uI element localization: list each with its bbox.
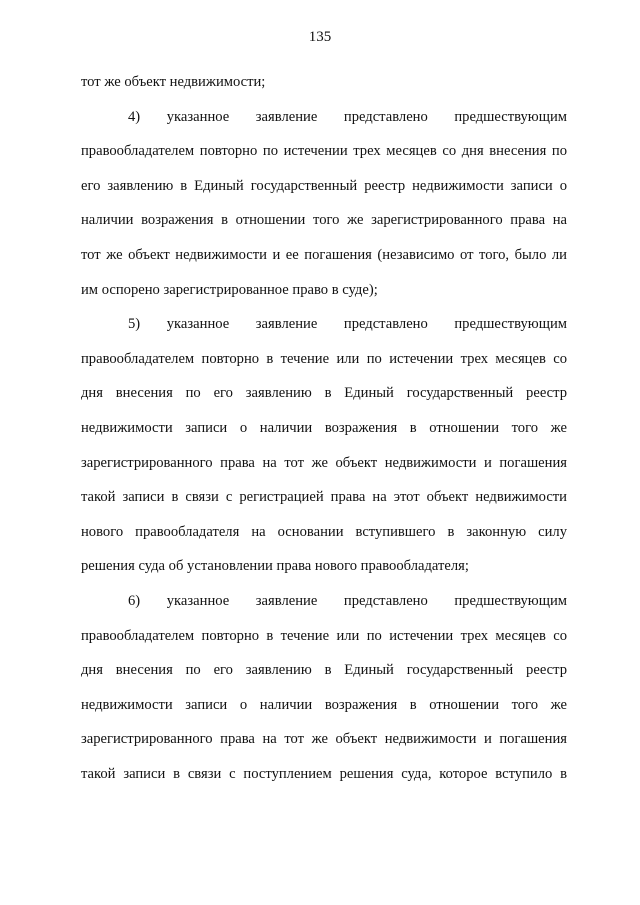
text-line: его заявлению в Единый государственный реестр недвижимости записи о	[81, 177, 567, 194]
text-line: правообладателем повторно по истечении трех месяцев со дня внесения по	[81, 143, 567, 160]
text-line: дня внесения по его заявлению в Единый государственный реестр	[81, 385, 567, 402]
text-line: правообладателем повторно в течение или по истечении трех месяцев со	[81, 350, 567, 367]
text-line: зарегистрированного права на тот же объект недвижимости и погашения	[81, 454, 567, 471]
text-line: им оспорено зарегистрированное право в суде);	[81, 281, 378, 298]
text-line: решения суда об установлении права нового правообладателя;	[81, 558, 469, 575]
text-line: наличии возражения в отношении того же зарегистрированного права на	[81, 212, 567, 229]
text-line: 4) указанное заявление представлено предшествующим	[128, 108, 567, 125]
text-line: зарегистрированного права на тот же объект недвижимости и погашения	[81, 731, 567, 748]
text-line: нового правообладателя на основании вступившего в законную силу	[81, 523, 567, 540]
text-line: недвижимости записи о наличии возражения в отношении того же	[81, 696, 567, 713]
document-body	[81, 74, 567, 783]
text-line: 5) указанное заявление представлено предшествующим	[128, 316, 567, 333]
text-line: 6) указанное заявление представлено предшествующим	[128, 592, 567, 609]
page-number: 135	[308, 29, 332, 45]
text-line: тот же объект недвижимости;	[81, 74, 266, 90]
text-line: дня внесения по его заявлению в Единый государственный реестр	[81, 662, 567, 679]
text-line: тот же объект недвижимости и ее погашения (независимо от того, было ли	[81, 246, 567, 263]
text-line: недвижимости записи о наличии возражения в отношении того же	[81, 419, 567, 436]
text-line: правообладателем повторно в течение или по истечении трех месяцев со	[81, 627, 567, 644]
text-line: такой записи в связи с поступлением решения суда, которое вступило в	[81, 765, 567, 782]
text-line: такой записи в связи с регистрацией права на этот объект недвижимости	[81, 489, 567, 506]
